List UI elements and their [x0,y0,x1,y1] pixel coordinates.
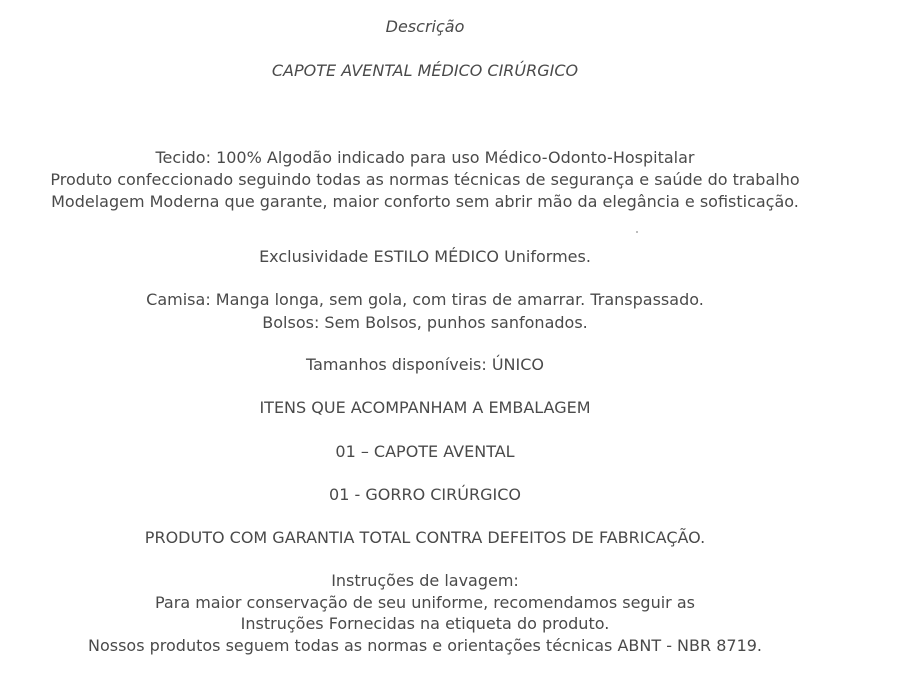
package-item: 01 - GORRO CIRÚRGICO [329,485,521,504]
exclusivity-line: Exclusividade ESTILO MÉDICO Uniformes. [259,247,591,266]
stray-dot [636,231,638,233]
washing-line: Para maior conservação de seu uniforme, recomendamos seguir as [155,593,695,612]
fabric-line: Tecido: 100% Algodão indicado para uso Médico-Odonto-Hospitalar [155,148,695,167]
package-item: 01 – CAPOTE AVENTAL [335,442,515,461]
package-title: ITENS QUE ACOMPANHAM A EMBALAGEM [259,398,591,417]
modeling-line: Modelagem Moderna que garante, maior conforto sem abrir mão da elegância e sofisticação. [51,192,799,211]
washing-title: Instruções de lavagem: [331,571,519,590]
warranty-line: PRODUTO COM GARANTIA TOTAL CONTRA DEFEITOS DE FABRICAÇÃO. [144,528,706,547]
fabric-norms-line: Produto confeccionado seguindo todas as normas técnicas de segurança e saúde do trabalho [50,170,800,189]
pockets-line: Bolsos: Sem Bolsos, punhos sanfonados. [262,313,588,332]
washing-line: Instruções Fornecidas na etiqueta do produto. [240,614,610,633]
description-heading: Descrição [385,17,465,36]
sizes-line: Tamanhos disponíveis: ÚNICO [305,355,544,374]
shirt-line: Camisa: Manga longa, sem gola, com tiras de amarrar. Transpassado. [146,290,704,309]
product-title: CAPOTE AVENTAL MÉDICO CIRÚRGICO [271,61,579,80]
standards-line: Nossos produtos seguem todas as normas e orientações técnicas ABNT - NBR 8719. [87,636,763,655]
